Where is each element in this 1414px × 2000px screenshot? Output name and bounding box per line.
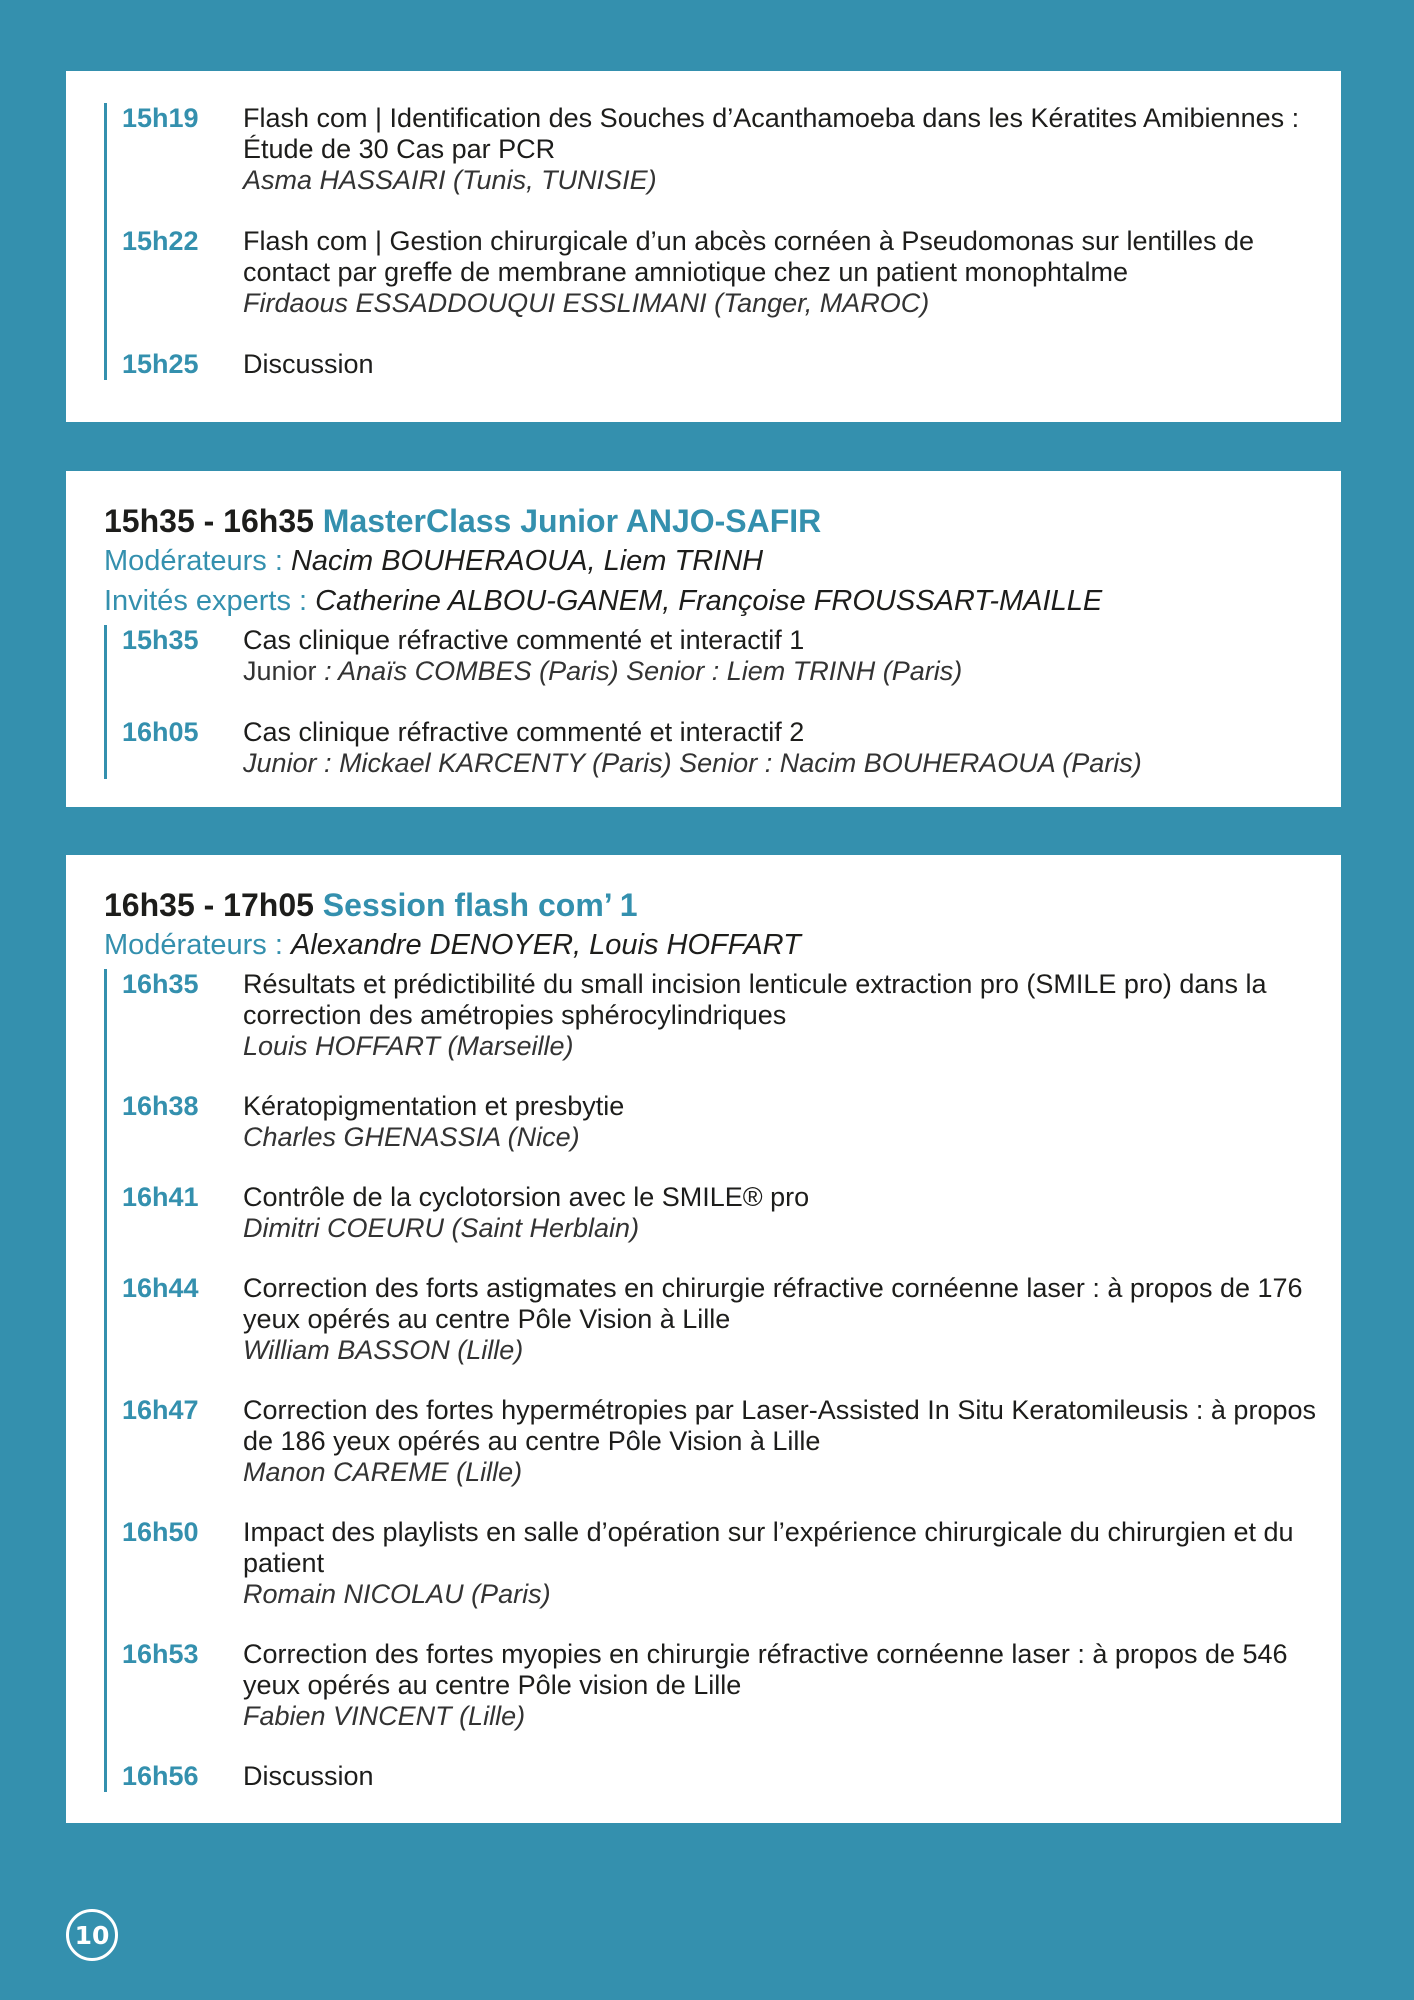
senior-label: Senior : [626,656,720,686]
item-speaker: Romain NICOLAU (Paris) [243,1579,551,1609]
item-time: 16h05 [122,717,199,747]
item-content [243,1639,1341,1732]
program-item [122,1395,1341,1488]
program-items [104,103,1341,380]
item-speaker: Dimitri COEURU (Saint Herblain) [243,1213,640,1243]
item-title: Flash com | Gestion chirurgicale d’un abcès cornéen à Pseudomonas sur lentilles de contact par greffe de membrane amniotique chez un patient monophtalme [243,226,1255,287]
senior-name: Nacim BOUHERAOUA (Paris) [779,748,1142,778]
item-time: 15h19 [122,103,199,133]
item-title: Correction des forts astigmates en chirurgie réfractive cornéenne laser : à propos de 176 yeux opérés au centre Pôle Vision à Lille [243,1273,1303,1334]
item-title: Cas clinique réfractive commenté et interactif 2 [243,717,805,747]
junior-name: : Anaïs COMBES (Paris) [324,656,619,686]
item-time: 15h35 [122,625,199,655]
item-title: Flash com | Identification des Souches d’Acanthamoeba dans les Kératites Amibiennes : Étude de 30 Cas par PCR [243,103,1300,164]
item-title: Contrôle de la cyclotorsion avec le SMILE® pro [243,1182,810,1212]
moderators-line [104,925,1341,965]
program-item [122,1639,1341,1732]
item-content [243,717,1341,779]
junior-label: Junior : [243,748,332,778]
item-speakers [243,656,1323,687]
item-speaker: Asma HASSAIRI (Tunis, TUNISIE) [243,165,657,195]
item-content [243,103,1341,196]
item-title: Impact des playlists en salle d’opération sur l’expérience chirurgicale du chirurgien et du patient [243,1517,1294,1578]
session-card-flash-com [66,855,1341,1823]
program-item [122,1761,1341,1792]
session-title: Session flash com’ 1 [322,887,638,923]
program-items [104,969,1341,1792]
item-content [243,1091,1341,1153]
moderators-label: Modérateurs : [104,545,283,577]
program-item [122,103,1341,196]
moderators-names: Alexandre DENOYER, Louis HOFFART [290,929,801,961]
item-speakers [243,748,1323,779]
junior-name: Mickael KARCENTY (Paris) [339,748,672,778]
item-content [243,1517,1341,1610]
senior-label: Senior : [679,748,773,778]
senior-name: Liem TRINH (Paris) [726,656,963,686]
item-title: Correction des fortes hypermétropies par Laser-Assisted In Situ Keratomileusis : à propos de 186 yeux opérés au centre Pôle Vision à Lille [243,1395,1316,1456]
session-time: 15h35 - 16h35 [104,503,314,539]
item-content [243,1182,1341,1244]
item-speaker: Fabien VINCENT (Lille) [243,1701,526,1731]
session-heading [104,885,1341,925]
program-item [122,1517,1341,1610]
junior-label: Junior [243,656,317,686]
program-item [122,226,1341,319]
item-time: 16h47 [122,1395,199,1425]
item-content [243,1395,1341,1488]
item-time: 16h53 [122,1639,199,1669]
item-content [243,1273,1341,1366]
program-item [122,1182,1341,1244]
session-title: MasterClass Junior ANJO-SAFIR [322,503,822,539]
experts-names: Catherine ALBOU-GANEM, Françoise FROUSSART-MAILLE [315,585,1103,617]
program-item [122,349,1341,380]
item-time: 16h38 [122,1091,199,1121]
item-title: Kératopigmentation et presbytie [243,1091,625,1121]
session-time: 16h35 - 17h05 [104,887,314,923]
item-speaker: Firdaous ESSADDOUQUI ESSLIMANI (Tanger, MAROC) [243,288,930,318]
item-title: Discussion [243,349,374,379]
session-card-masterclass [66,471,1341,807]
program-item [122,1273,1341,1366]
session-card-continuation [66,71,1341,422]
item-content [243,969,1341,1062]
experts-label: Invités experts : [104,585,308,617]
item-content [243,625,1341,687]
item-title: Discussion [243,1761,374,1791]
item-time: 16h35 [122,969,199,999]
item-content [243,226,1341,319]
item-speaker: William BASSON (Lille) [243,1335,524,1365]
program-item [122,969,1341,1062]
item-time: 16h56 [122,1761,199,1791]
item-title: Résultats et prédictibilité du small incision lenticule extraction pro (SMILE pro) dans la correction des amétropies sphérocylindriques [243,969,1267,1030]
item-speaker: Manon CAREME (Lille) [243,1457,523,1487]
item-content [243,349,1341,380]
item-time: 16h44 [122,1273,199,1303]
item-title: Correction des fortes myopies en chirurgie réfractive cornéenne laser : à propos de 546 yeux opérés au centre Pôle vision de Lille [243,1639,1288,1700]
item-time: 16h41 [122,1182,199,1212]
session-heading [104,501,1341,541]
item-title: Cas clinique réfractive commenté et interactif 1 [243,625,805,655]
moderators-line [104,541,1341,581]
experts-line [104,581,1341,621]
item-speaker: Louis HOFFART (Marseille) [243,1031,574,1061]
item-speaker: Charles GHENASSIA (Nice) [243,1122,580,1152]
item-time: 16h50 [122,1517,199,1547]
program-item [122,1091,1341,1153]
item-time: 15h25 [122,349,199,379]
program-item [122,625,1341,687]
program-items [104,625,1341,779]
item-time: 15h22 [122,226,199,256]
program-item [122,717,1341,779]
item-content [243,1761,1341,1792]
page-number: 10 [66,1909,118,1961]
moderators-names: Nacim BOUHERAOUA, Liem TRINH [290,545,764,577]
moderators-label: Modérateurs : [104,929,283,961]
